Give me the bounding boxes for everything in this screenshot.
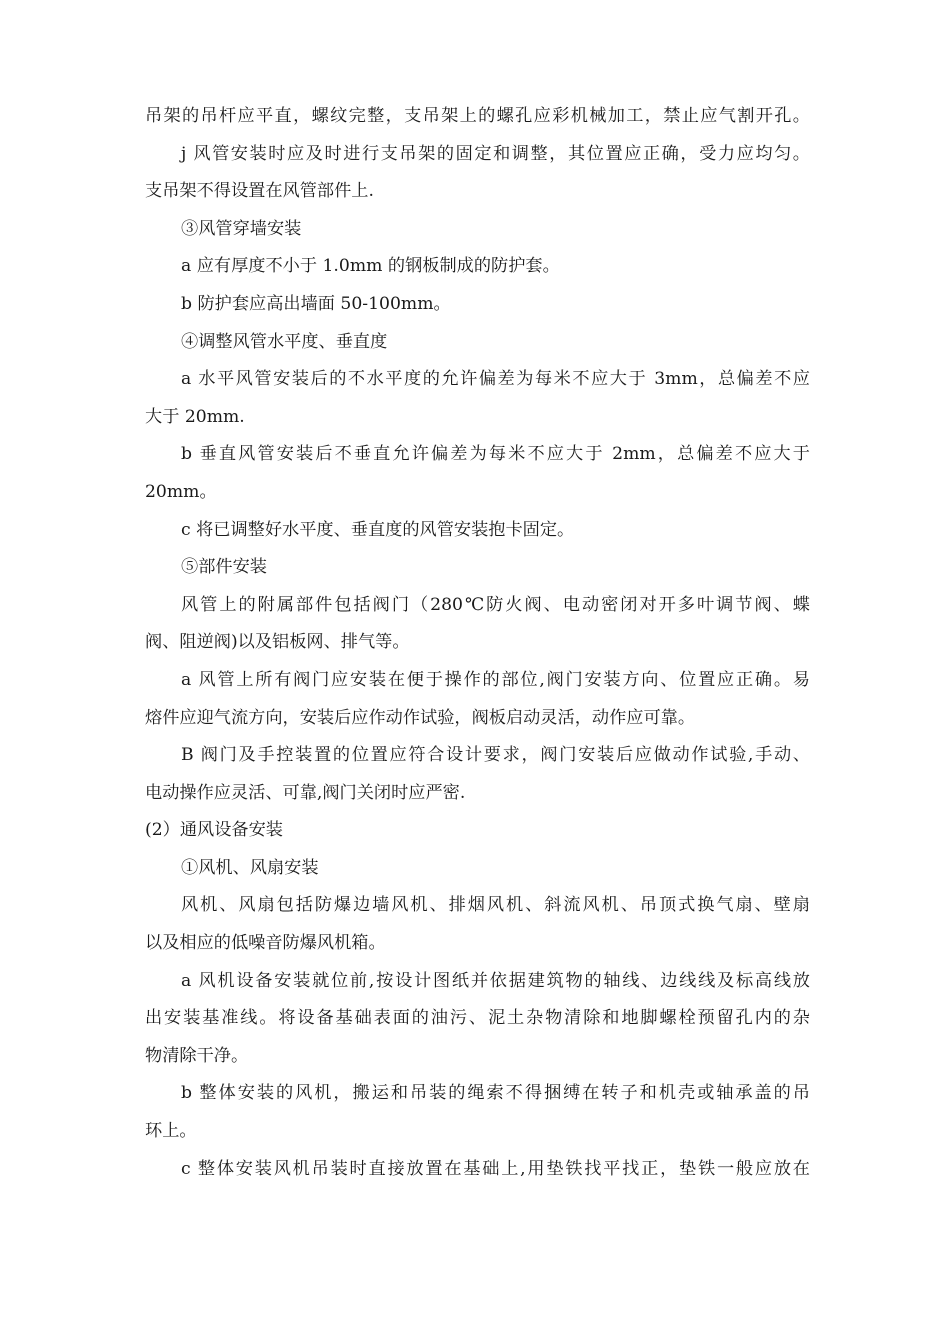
text-line: 吊架的吊杆应平直，螺纹完整，支吊架上的螺孔应彩机械加工，禁止应气割开孔。 [145, 106, 810, 126]
text-line: b 整体安装的风机，搬运和吊装的绳索不得捆缚在转子和机壳或轴承盖的吊 [181, 1083, 810, 1104]
text-line: 风机、风扇包括防爆边墙风机、排烟风机、斜流风机、吊顶式换气扇、壁扇 [181, 895, 810, 916]
text-line: ⑤部件安装 [181, 557, 267, 578]
text-line: 支吊架不得设置在风管部件上. [145, 181, 374, 202]
text-line: a 应有厚度不小于 1.0mm 的钢板制成的防护套。 [181, 256, 560, 277]
text-line: 物清除干净。 [145, 1045, 249, 1066]
text-line: j 风管安装时应及时进行支吊架的固定和调整，其位置应正确，受力应均匀。 [181, 143, 810, 164]
text-line: a 风管上所有阀门应安装在便于操作的部位,阀门安装方向、位置应正确。易 [181, 669, 810, 690]
text-line: c 整体安装风机吊装时直接放置在基础上,用垫铁找平找正，垫铁一般应放在 [181, 1158, 810, 1179]
text-line: 以及相应的低噪音防爆风机箱。 [145, 933, 386, 954]
text-line: c 将已调整好水平度、垂直度的风管安装抱卡固定。 [181, 519, 575, 540]
text-line: 大于 20mm. [145, 406, 245, 427]
text-line: 电动操作应灵活、可靠,阀门关闭时应严密. [145, 782, 466, 803]
text-line: ④调整风管水平度、垂直度 [181, 331, 388, 352]
text-line: b 防护套应高出墙面 50-100mm。 [181, 293, 451, 314]
text-line: 出安装基准线。将设备基础表面的油污、泥土杂物清除和地脚螺栓预留孔内的杂 [145, 1008, 810, 1029]
text-line: ①风机、风扇安装 [181, 857, 319, 878]
text-line: a 风机设备安装就位前,按设计图纸并依据建筑物的轴线、边线线及标高线放 [181, 970, 810, 991]
text-line: B 阀门及手控装置的位置应符合设计要求，阀门安装后应做动作试验,手动、 [181, 745, 810, 766]
text-line: 熔件应迎气流方向，安装后应作动作试验，阀板启动灵活，动作应可靠。 [145, 707, 696, 728]
text-line: 风管上的附属部件包括阀门（280℃防火阀、电动密闭对开多叶调节阀、蝶 [181, 594, 810, 615]
document-page [145, 98, 810, 1188]
text-line: 20mm。 [145, 481, 217, 502]
text-line: 环上。 [145, 1121, 197, 1142]
text-line: ③风管穿墙安装 [181, 218, 302, 239]
text-line: b 垂直风管安装后不垂直允许偏差为每米不应大于 2mm，总偏差不应大于 [181, 444, 810, 465]
section-heading: (2）通风设备安装 [145, 820, 283, 841]
text-line: 阀、阻逆阀)以及铝板网、排气等。 [145, 632, 410, 653]
text-line: a 水平风管安装后的不水平度的允许偏差为每米不应大于 3mm，总偏差不应 [181, 369, 810, 390]
